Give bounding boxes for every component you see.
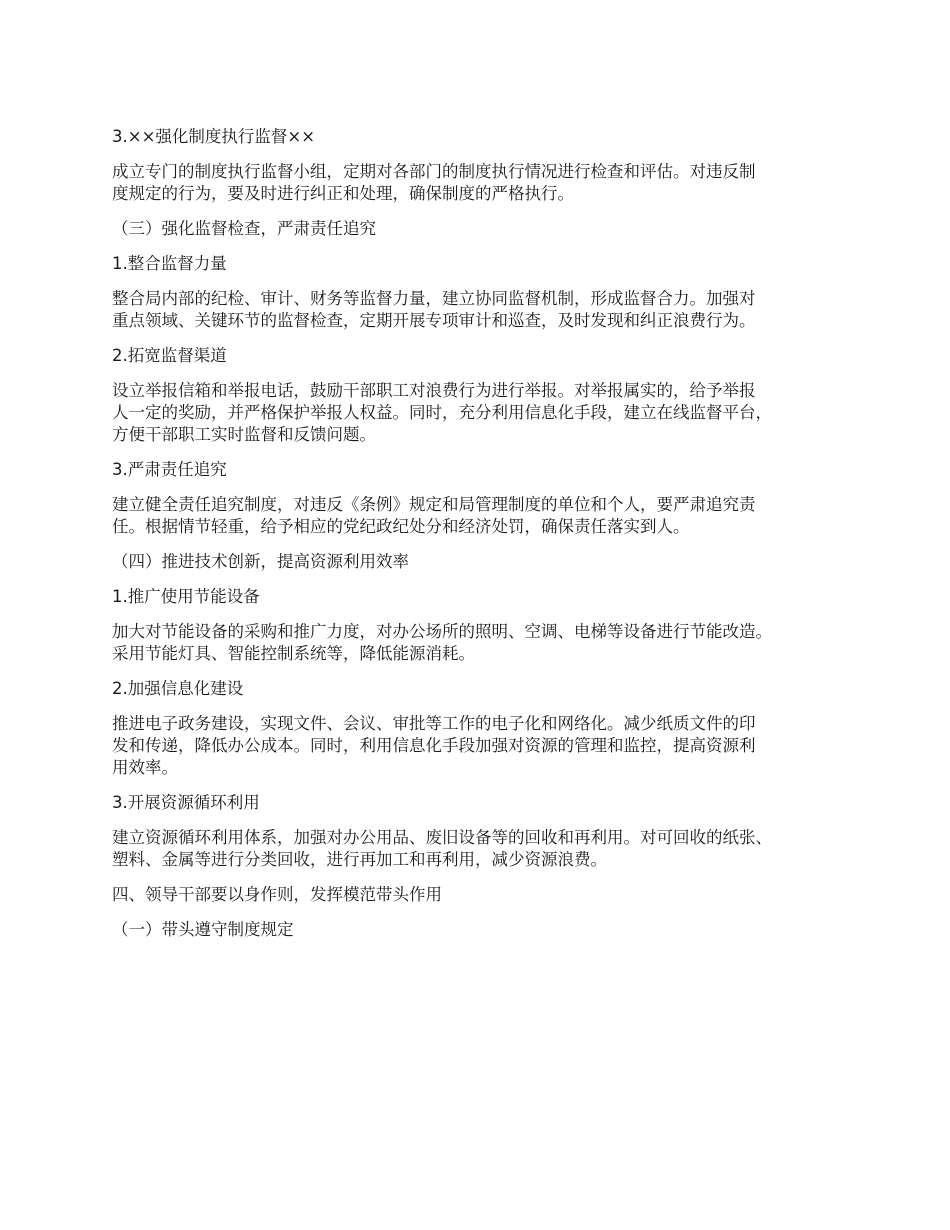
text-line: 建立资源循环利用体系，加强对办公用品、废旧设备等的回收和再利用。对可回收的纸张、: [112, 828, 772, 847]
section-heading: [112, 678, 857, 700]
text-line: （一）带头遵守制度规定: [112, 920, 294, 939]
paragraph: [112, 713, 857, 779]
text-line: 3.××强化制度执行监督××: [112, 127, 316, 146]
section-heading: [112, 218, 857, 240]
text-line: 重点领域、关键环节的监督检查，定期开展专项审计和巡查，及时发现和纠正浪费行为。: [112, 311, 756, 330]
paragraph: [112, 288, 857, 332]
section-heading: [112, 792, 857, 814]
text-line: 整合局内部的纪检、审计、财务等监督力量，建立协同监督机制，形成监督合力。加强对: [112, 289, 756, 308]
text-line: 3.开展资源循环利用: [112, 793, 260, 812]
document-page: [112, 126, 857, 954]
text-line: 用效率。: [112, 758, 178, 777]
section-heading: [112, 884, 857, 906]
paragraph: [112, 827, 857, 871]
text-line: 2.加强信息化建设: [112, 679, 244, 698]
paragraph: [112, 161, 857, 205]
section-heading: [112, 586, 857, 608]
section-heading: [112, 345, 857, 367]
text-line: 设立举报信箱和举报电话，鼓励干部职工对浪费行为进行举报。对举报属实的，给予举报: [112, 381, 756, 400]
text-line: 2.拓宽监督渠道: [112, 346, 227, 365]
text-line: （三）强化监督检查，严肃责任追究: [112, 219, 376, 238]
text-line: 加大对节能设备的采购和推广力度，对办公场所的照明、空调、电梯等设备进行节能改造。: [112, 622, 772, 641]
text-line: 1.整合监督力量: [112, 254, 227, 273]
paragraph: [112, 380, 857, 446]
text-line: 成立专门的制度执行监督小组，定期对各部门的制度执行情况进行检查和评估。对违反制: [112, 162, 756, 181]
text-line: 推进电子政务建设，实现文件、会议、审批等工作的电子化和网络化。减少纸质文件的印: [112, 714, 756, 733]
text-line: 方便干部职工实时监督和反馈问题。: [112, 425, 376, 444]
section-heading: [112, 551, 857, 573]
text-line: 人一定的奖励，并严格保护举报人权益。同时，充分利用信息化手段，建立在线监督平台，: [112, 403, 772, 422]
text-line: 采用节能灯具、智能控制系统等，降低能源消耗。: [112, 644, 475, 663]
text-line: 发和传递，降低办公成本。同时，利用信息化手段加强对资源的管理和监控，提高资源利: [112, 736, 756, 755]
text-line: 3.严肃责任追究: [112, 460, 227, 479]
paragraph: [112, 621, 857, 665]
text-line: 任。根据情节轻重，给予相应的党纪政纪处分和经济处罚，确保责任落实到人。: [112, 517, 690, 536]
text-line: 1.推广使用节能设备: [112, 587, 260, 606]
section-heading: [112, 919, 857, 941]
text-line: 塑料、金属等进行分类回收，进行再加工和再利用，减少资源浪费。: [112, 850, 607, 869]
section-heading: [112, 459, 857, 481]
text-line: 建立健全责任追究制度，对违反《条例》规定和局管理制度的单位和个人，要严肃追究责: [112, 495, 756, 514]
paragraph: [112, 494, 857, 538]
text-line: （四）推进技术创新，提高资源利用效率: [112, 552, 409, 571]
section-heading: [112, 253, 857, 275]
text-line: 度规定的行为，要及时进行纠正和处理，确保制度的严格执行。: [112, 184, 574, 203]
text-line: 四、领导干部要以身作则，发挥模范带头作用: [112, 885, 442, 904]
section-heading: [112, 126, 857, 148]
